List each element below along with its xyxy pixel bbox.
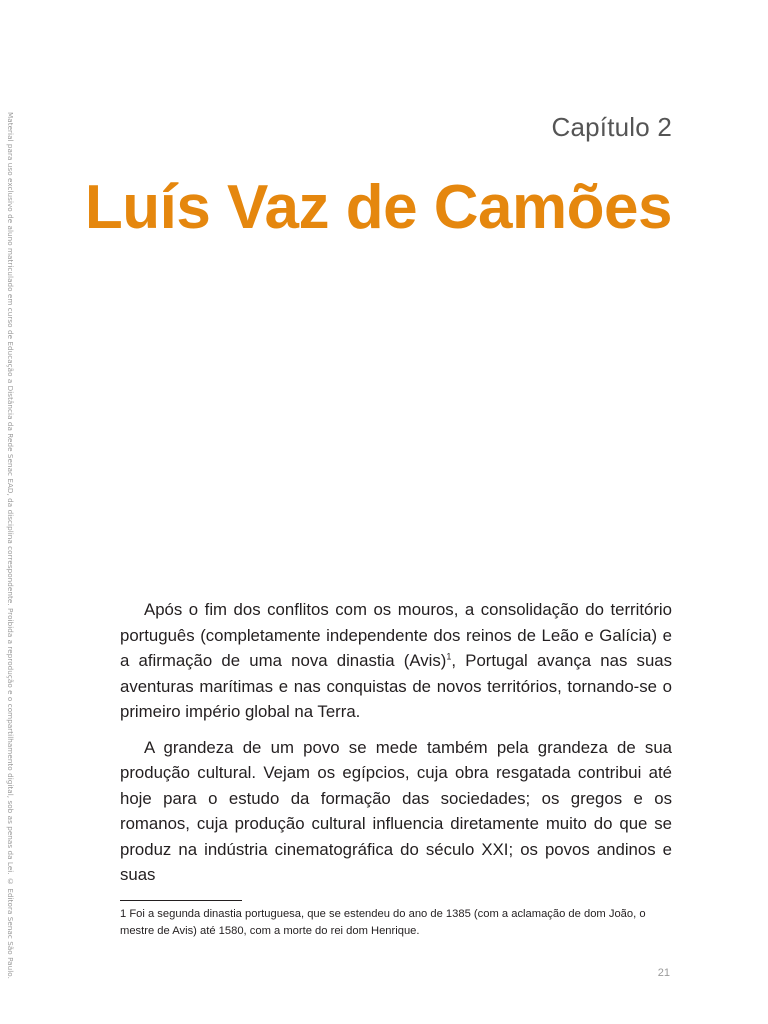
paragraph-1-text-end: , Portugal avança nas suas aventuras marítimas e nas conquistas de novos territórios, tornando-se o primeiro império global na Terra.: [120, 651, 672, 721]
chapter-label: Capítulo 2: [551, 112, 672, 142]
page-number: 21: [657, 967, 670, 979]
footnote-divider: [120, 900, 242, 901]
footnote: 1 Foi a segunda dinastia portuguesa, que se estendeu do ano de 1385 (com a aclamação de dom João, o mestre de Avis) até 1580, com a morte do rei dom Henrique.: [120, 908, 646, 937]
paragraph-2: A grandeza de um povo se mede também pela grandeza de sua produção cultural. Vejam os egípcios, cuja obra resgatada contribui até hoje para o estudo da formação das sociedades; os gregos e os romanos, cuja produção cultural influencia diretamente muito do que se produz na indústria cinematográfica do século XXI; os povos andinos e suas: [120, 737, 672, 884]
footnote-reference[interactable]: 1: [446, 651, 452, 662]
paragraph-1: [120, 597, 672, 725]
paragraph-1-text-start: Após o fim dos conflitos com os mouros, a consolidação do território português (completamente independente dos reinos de Leão e Galícia) e a afirmação de uma nova dinastia (Avis): [120, 600, 672, 670]
copyright-side-note: Material para uso exclusivo de aluno matriculado em curso de Educação a Distância da Rede Senac EAD, da disciplina correspondente. Proibida a reprodução e o compartilhamento digital, sob as penas da Lei. © Editora Senac São Paulo.: [6, 112, 15, 979]
chapter-title: Luís Vaz de Camões: [84, 173, 672, 242]
body-text: [120, 597, 672, 898]
